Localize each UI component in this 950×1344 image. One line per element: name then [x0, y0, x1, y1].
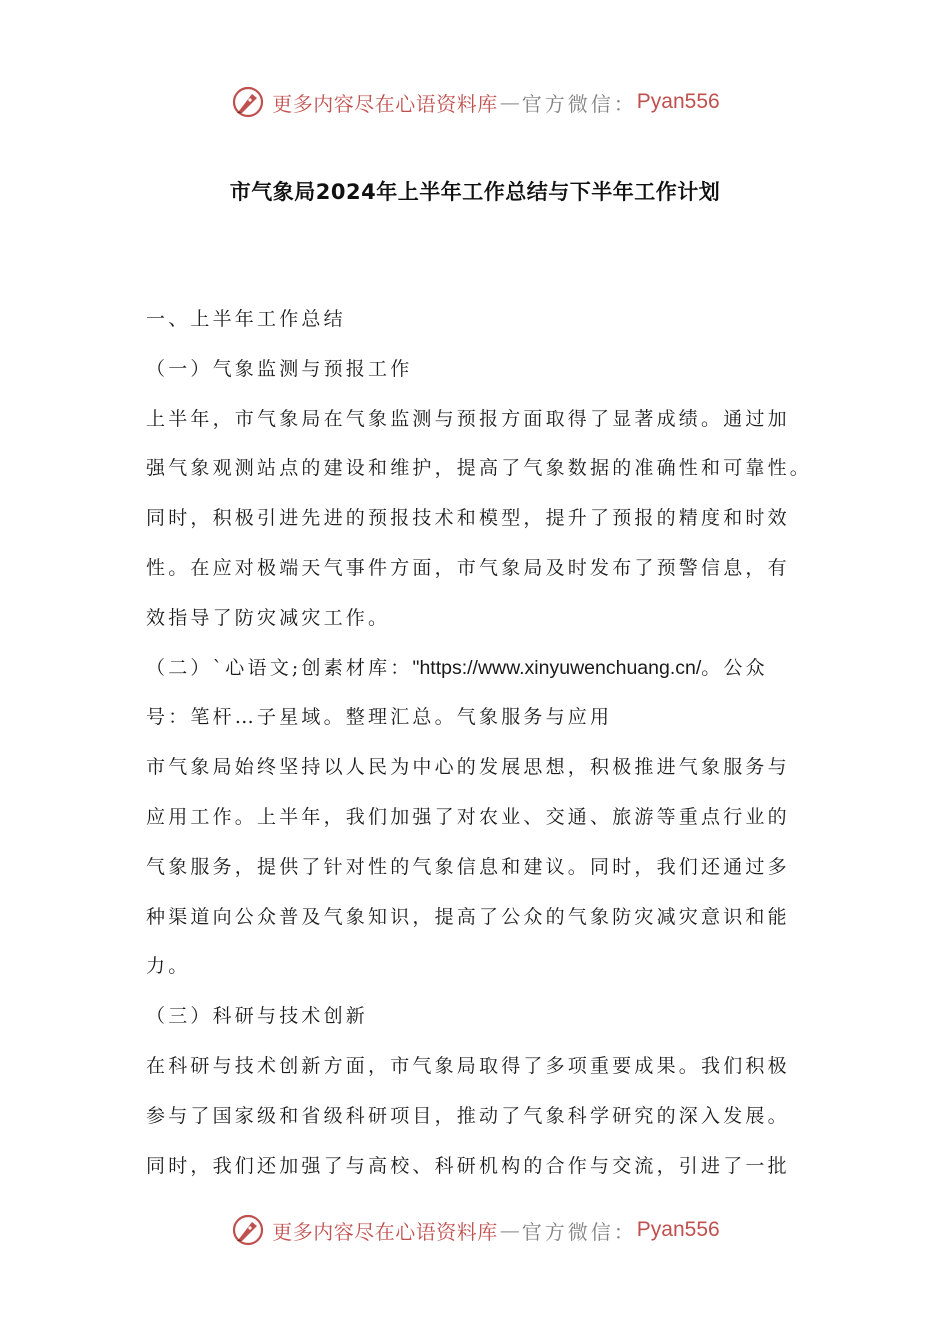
pen-nib-logo-icon	[230, 84, 266, 120]
reference-line	[146, 644, 816, 694]
paragraph-line: 效指导了防灾减灾工作。	[146, 606, 391, 629]
footer-watermark-banner	[0, 1208, 950, 1252]
document-body	[146, 295, 816, 1191]
banner-wechat-id: Pyan556	[636, 1218, 720, 1241]
reference-prefix: （二）`心语文;创素材库：	[146, 656, 413, 679]
paragraph-line: 气象服务，提供了针对性的气象信息和建议。同时，我们还通过多	[146, 855, 790, 878]
paragraph-line: 市气象局始终坚持以人民为中心的发展思想，积极推进气象服务与	[146, 756, 790, 779]
paragraph-line: 力。	[146, 955, 191, 978]
paragraph-line: 上半年，市气象局在气象监测与预报方面取得了显著成绩。通过加	[146, 407, 790, 430]
paragraph-line: 在科研与技术创新方面，市气象局取得了多项重要成果。我们积极	[146, 1054, 790, 1077]
banner-site-text: 更多内容尽在心语资料库	[272, 1219, 498, 1244]
banner-wechat-label: 官方微信：	[521, 91, 637, 116]
banner-wechat-id: Pyan556	[636, 90, 720, 113]
paragraph-line: 同时，我们还加强了与高校、科研机构的合作与交流，引进了一批	[146, 1154, 790, 1177]
paragraph-line: 同时，积极引进先进的预报技术和模型，提升了预报的精度和时效	[146, 507, 790, 530]
banner-site-text: 更多内容尽在心语资料库	[272, 91, 498, 116]
paragraph-line: 应用工作。上半年，我们加强了对农业、交通、旅游等重点行业的	[146, 805, 790, 828]
subsection-heading: 号：笔杆…子星域。整理汇总。气象服务与应用	[146, 706, 613, 729]
reference-url: "https://www.xinyuwenchuang.cn/	[412, 656, 702, 679]
banner-wechat-label: 官方微信：	[521, 1219, 637, 1244]
reference-suffix: 。公众	[701, 656, 768, 679]
banner-dash: —	[499, 90, 520, 114]
header-watermark-banner	[0, 80, 950, 124]
paragraph-line: 参与了国家级和省级科研项目，推动了气象科学研究的深入发展。	[146, 1104, 790, 1127]
subsection-heading: （一）气象监测与预报工作	[146, 357, 413, 380]
pen-nib-logo-icon	[230, 1212, 266, 1248]
section-heading: 一、上半年工作总结	[146, 308, 346, 330]
banner-dash: —	[499, 1218, 520, 1242]
paragraph-line: 强气象观测站点的建设和维护，提高了气象数据的准确性和可靠性。	[146, 457, 813, 480]
subsection-heading: （三）科研与技术创新	[146, 1005, 369, 1028]
paragraph-line: 种渠道向公众普及气象知识，提高了公众的气象防灾减灾意识和能	[146, 905, 790, 928]
document-title: 市气象局2024年上半年工作总结与下半年工作计划	[229, 180, 721, 204]
paragraph-line: 性。在应对极端天气事件方面，市气象局及时发布了预警信息，有	[146, 556, 790, 579]
